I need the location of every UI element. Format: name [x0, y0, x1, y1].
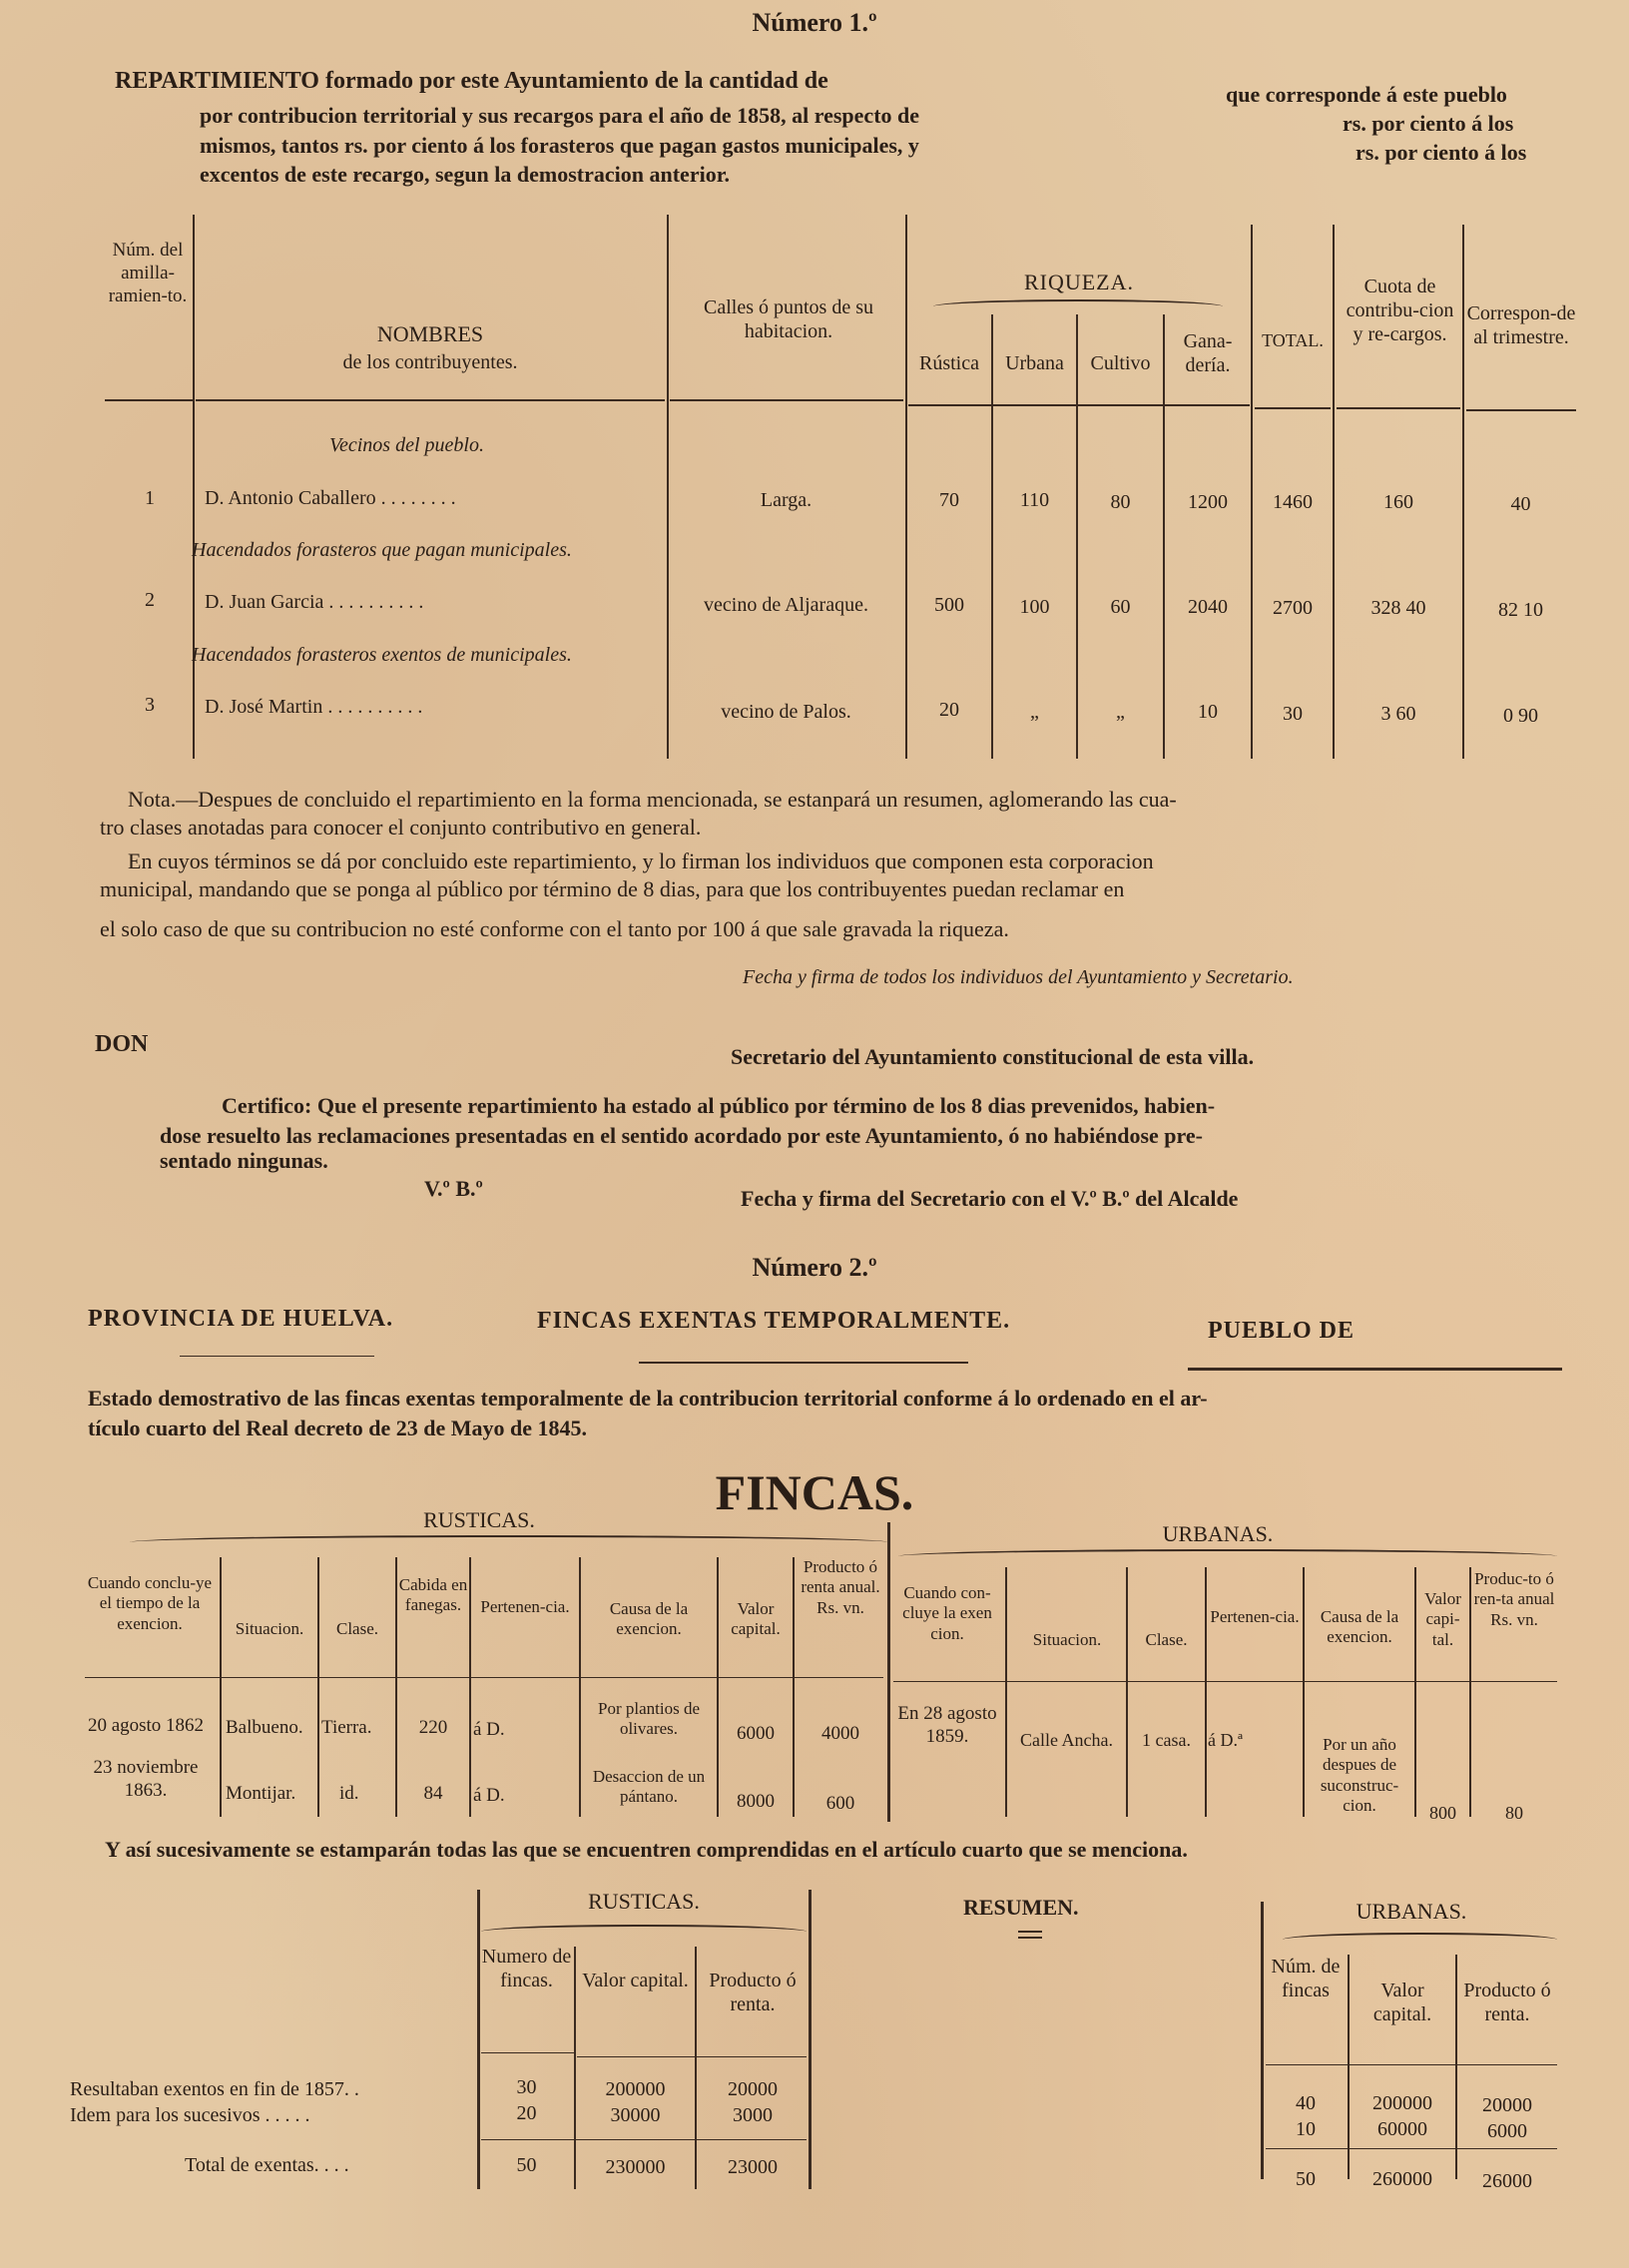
n1-col-cultivo: Cultivo — [1090, 352, 1151, 374]
n2-r-row1-valor: 6000 — [737, 1723, 775, 1744]
resumen-r-col-valor: Valor capital. — [582, 1970, 689, 1991]
n1-don: DON — [95, 1031, 149, 1057]
n1-row1-name: D. Antonio Caballero . . . . . . . . — [205, 487, 456, 509]
n1-fecha-secretario: Fecha y firma del Secretario con el V.º B.º del Alcalde — [741, 1186, 1239, 1211]
n2-r-col-pertenencia: Pertenen-cia. — [480, 1597, 570, 1616]
n1-nota-2: tro clases anotadas para conocer el conjunto contributivo en general. — [100, 815, 702, 840]
resumen-u-num-total: 50 — [1296, 2168, 1316, 2190]
n1-row3-urbana: „ — [1030, 701, 1039, 723]
n2-r-row1-cabida: 220 — [418, 1717, 448, 1738]
n1-nota-1: Nota.—Despues de concluido el repartimiento en la forma mencionada, se estanpará un resumen, aglomerando las cua- — [128, 787, 1177, 812]
n2-u-row-clase: 1 casa. — [1142, 1730, 1191, 1750]
n1-col-calles: Calles ó puntos de su habitacion. — [704, 296, 873, 342]
resumen-u-num-1: 40 — [1296, 2092, 1316, 2114]
n2-r-row2-situacion: Montijar. — [226, 1783, 296, 1804]
n1-row1-cultivo: 80 — [1110, 491, 1131, 513]
resumen-u-producto-total: 26000 — [1482, 2170, 1532, 2192]
n1-section-pagan: Hacendados forasteros que pagan municipales. — [192, 539, 572, 561]
n2-rusticas-heading: RUSTICAS. — [423, 1507, 535, 1532]
n1-head-line2b: rs. por ciento á los — [1343, 111, 1514, 136]
n2-r-row1-cuando: 20 agosto 1862 — [87, 1715, 205, 1736]
resumen-r-col-producto: Producto ó renta. — [709, 1970, 797, 2015]
resumen-r-producto-2: 3000 — [733, 2104, 773, 2126]
n2-r-col-valor: Valor capital. — [731, 1599, 781, 1639]
n1-row3-num: 3 — [145, 694, 155, 716]
n2-r-row1-causa: Por plantios de olivares. — [598, 1699, 700, 1739]
n2-urbanas-heading: URBANAS. — [1162, 1521, 1274, 1546]
n2-u-row-valor: 800 — [1429, 1803, 1456, 1823]
n1-col-rustica: Rústica — [919, 352, 979, 374]
n1-row1-urbana: 110 — [1019, 489, 1050, 511]
n2-r-row1-clase: Tierra. — [321, 1717, 372, 1738]
n1-row2-urbana: 100 — [1019, 596, 1050, 618]
resumen-r-num-2: 20 — [516, 2102, 537, 2124]
n2-u-col-clase: Clase. — [1145, 1630, 1188, 1649]
n1-head-line3: mismos, tantos rs. por ciento á los forasteros que pagan gastos municipales, y — [200, 133, 919, 158]
n1-col-riqueza: RIQUEZA. — [1023, 270, 1135, 294]
resumen-line2-label: Idem para los sucesivos . . . . . — [70, 2104, 310, 2126]
n1-nota-5: el solo caso de que su contribucion no esté conforme con el tanto por 100 á que sale gravada la riqueza. — [100, 916, 1009, 941]
n1-section-vecinos: Vecinos del pueblo. — [329, 434, 484, 456]
resumen-u-producto-2: 6000 — [1487, 2120, 1527, 2142]
n2-u-col-valor: Valor capi-tal. — [1424, 1589, 1461, 1649]
n1-row2-num: 2 — [145, 589, 155, 611]
n1-nota-4: municipal, mandando que se ponga al público por término de 8 dias, para que los contribuyentes puedan reclamar en — [100, 876, 1125, 901]
n2-u-col-situacion: Situacion. — [1032, 1630, 1102, 1649]
n2-r-row1-producto: 4000 — [821, 1723, 859, 1744]
n2-r-row1-pert: á D. — [473, 1719, 505, 1740]
n1-row1-cuota: 160 — [1383, 491, 1413, 513]
n1-row3-cultivo: „ — [1116, 701, 1125, 723]
n2-u-row-producto: 80 — [1505, 1803, 1523, 1823]
n1-col-total: TOTAL. — [1262, 330, 1324, 350]
resumen-u-producto-1: 20000 — [1482, 2094, 1532, 2116]
n2-r-row2-valor: 8000 — [737, 1791, 775, 1812]
n1-row1-trim: 40 — [1510, 493, 1531, 515]
n1-head-line3b: rs. por ciento á los — [1356, 140, 1527, 165]
n1-section-exentos: Hacendados forasteros exentos de municipales. — [192, 644, 572, 666]
n1-vb: V.º B.º — [424, 1176, 483, 1201]
n1-row1-num: 1 — [145, 487, 155, 509]
resumen-r-col-num: Numero de fincas. — [481, 1946, 572, 1991]
n1-title: Número 1.º — [752, 8, 877, 37]
n1-head-line1b: que corresponde á este pueblo — [1226, 82, 1507, 107]
n1-head-line1: REPARTIMIENTO formado por este Ayuntamiento de la cantidad de — [115, 68, 828, 94]
resumen-u-valor-2: 60000 — [1377, 2118, 1427, 2140]
resumen-r-num-1: 30 — [516, 2076, 537, 2098]
n2-r-col-causa: Causa de la exencion. — [609, 1599, 689, 1639]
n1-row3-name: D. José Martin . . . . . . . . . . — [205, 696, 423, 718]
resumen-total-label: Total de exentas. . . . — [185, 2154, 349, 2176]
n2-u-row-cuando: En 28 agosto 1859. — [897, 1703, 997, 1747]
resumen-u-col-producto: Producto ó renta. — [1463, 1980, 1551, 2025]
resumen-r-valor-total: 230000 — [605, 2156, 666, 2178]
n1-col-num: Núm. del amilla-ramien-to. — [108, 240, 188, 306]
n1-row2-name: D. Juan Garcia . . . . . . . . . . — [205, 591, 424, 613]
n1-fecha: Fecha y firma de todos los individuos del Ayuntamiento y Secretario. — [743, 966, 1294, 988]
n2-u-row-situacion: Calle Ancha. — [1020, 1730, 1113, 1750]
n2-r-col-clase: Clase. — [335, 1619, 379, 1638]
n1-row3-rustica: 20 — [939, 699, 959, 721]
n2-r-row2-producto: 600 — [825, 1793, 855, 1814]
resumen-r-producto-total: 23000 — [728, 2156, 778, 2178]
n2-fincas-heading: FINCAS. — [715, 1464, 914, 1520]
n2-u-row-pert: á D.ª — [1208, 1730, 1243, 1750]
n1-row3-total: 30 — [1283, 703, 1303, 725]
n1-row2-trim: 82 10 — [1498, 599, 1543, 621]
n1-row3-trim: 0 90 — [1503, 705, 1538, 727]
n2-u-col-pertenencia: Pertenen-cia. — [1210, 1607, 1300, 1626]
n2-r-col-cabida: Cabida en fanegas. — [398, 1575, 468, 1615]
n1-row2-cultivo: 60 — [1110, 596, 1131, 618]
n1-col-ganaderia: Gana-dería. — [1183, 330, 1233, 376]
n2-r-row2-causa: Desaccion de un pántano. — [592, 1767, 706, 1807]
resumen-urbanas-heading: URBANAS. — [1356, 1899, 1467, 1924]
n2-u-row-causa: Por un año despues de suconstruc-cion. — [1320, 1735, 1399, 1816]
resumen-u-valor-total: 260000 — [1372, 2168, 1432, 2190]
resumen-heading: RESUMEN. — [963, 1895, 1079, 1920]
n2-u-col-cuando: Cuando con-cluye la exen cion. — [902, 1583, 992, 1643]
n1-head-line4: excentos de este recargo, segun la demostracion anterior. — [200, 162, 730, 187]
resumen-u-valor-1: 200000 — [1372, 2092, 1432, 2114]
n2-pueblo: PUEBLO DE — [1208, 1318, 1356, 1344]
n2-r-row1-situacion: Balbueno. — [226, 1717, 303, 1738]
n1-cert-3: sentado ningunas. — [160, 1148, 328, 1173]
resumen-rusticas-heading: RUSTICAS. — [588, 1889, 700, 1914]
resumen-u-num-2: 10 — [1296, 2118, 1316, 2140]
n2-r-row2-pert: á D. — [473, 1785, 505, 1806]
n1-row1-total: 1460 — [1273, 491, 1313, 513]
resumen-line1-label: Resultaban exentos en fin de 1857. . — [70, 2078, 359, 2100]
n1-row1-rustica: 70 — [939, 489, 959, 511]
n1-row1-ganaderia: 1200 — [1188, 491, 1228, 513]
n1-col-nombres-2: de los contribuyentes. — [342, 351, 518, 373]
n1-row3-cuota: 3 60 — [1380, 703, 1416, 725]
n1-head-line2: por contribucion territorial y sus recargos para el año de 1858, al respecto de — [200, 103, 920, 128]
resumen-r-valor-2: 30000 — [610, 2104, 661, 2126]
n1-cert-1: Certifico: Que el presente repartimiento ha estado al público por término de los 8 dias prevenidos, habien- — [222, 1093, 1216, 1118]
n2-r-row2-clase: id. — [339, 1783, 359, 1804]
n1-col-nombres-1: NOMBRES — [376, 321, 484, 346]
n1-row3-calle: vecino de Palos. — [721, 701, 851, 723]
n2-r-col-situacion: Situacion. — [235, 1619, 304, 1638]
n1-row2-total: 2700 — [1273, 597, 1313, 619]
n2-r-col-producto: Producto ó renta anual. Rs. vn. — [801, 1557, 880, 1617]
n1-row1-calle: Larga. — [760, 489, 813, 511]
n1-row2-cuota: 328 40 — [1370, 597, 1426, 619]
n1-row2-rustica: 500 — [934, 594, 964, 616]
n1-row2-calle: vecino de Aljaraque. — [704, 594, 868, 616]
resumen-r-producto-1: 20000 — [728, 2078, 778, 2100]
n1-row3-ganaderia: 10 — [1198, 701, 1218, 723]
n1-col-trimestre: Correspon-de al trimestre. — [1466, 302, 1576, 348]
n2-r-row2-cabida: 84 — [423, 1783, 443, 1804]
n2-estado-1: Estado demostrativo de las fincas exentas temporalmente de la contribucion territorial conforme á lo ordenado en el ar- — [88, 1386, 1208, 1411]
n2-asi: Y así sucesivamente se estamparán todas las que se encuentren comprendidas en el artículo cuarto que se menciona. — [105, 1837, 1188, 1862]
n2-r-col-cuando: Cuando conclu-ye el tiempo de la exencion. — [87, 1573, 213, 1633]
n2-r-row2-cuando: 23 noviembre 1863. — [93, 1757, 199, 1801]
resumen-u-col-num: Núm. de fincas — [1271, 1956, 1341, 2001]
resumen-r-valor-1: 200000 — [605, 2078, 666, 2100]
n2-estado-2: tículo cuarto del Real decreto de 23 de Mayo de 1845. — [88, 1416, 588, 1440]
n1-row2-ganaderia: 2040 — [1188, 596, 1228, 618]
n2-u-col-producto: Produc-to ó ren-ta anual Rs. vn. — [1473, 1569, 1555, 1629]
n1-nota-3: En cuyos términos se dá por concluido este repartimiento, y lo firman los individuos que componen esta corporacion — [128, 849, 1154, 873]
n1-cert-2: dose resuelto las reclamaciones presentadas en el sentido acordado por este Ayuntamiento, ó no habiéndose pre- — [160, 1123, 1203, 1148]
n1-col-urbana: Urbana — [1005, 352, 1064, 374]
n1-secretario: Secretario del Ayuntamiento constitucional de esta villa. — [731, 1044, 1255, 1069]
resumen-u-col-valor: Valor capital. — [1372, 1980, 1432, 2025]
n1-col-cuota: Cuota de contribu-cion y re-cargos. — [1346, 276, 1454, 345]
n2-fincas-exentas: FINCAS EXENTAS TEMPORALMENTE. — [537, 1308, 1011, 1334]
resumen-r-num-total: 50 — [516, 2154, 537, 2176]
n2-provincia: PROVINCIA DE HUELVA. — [88, 1306, 394, 1332]
n2-title: Número 2.º — [752, 1253, 877, 1282]
n2-u-col-causa: Causa de la exencion. — [1320, 1607, 1399, 1647]
